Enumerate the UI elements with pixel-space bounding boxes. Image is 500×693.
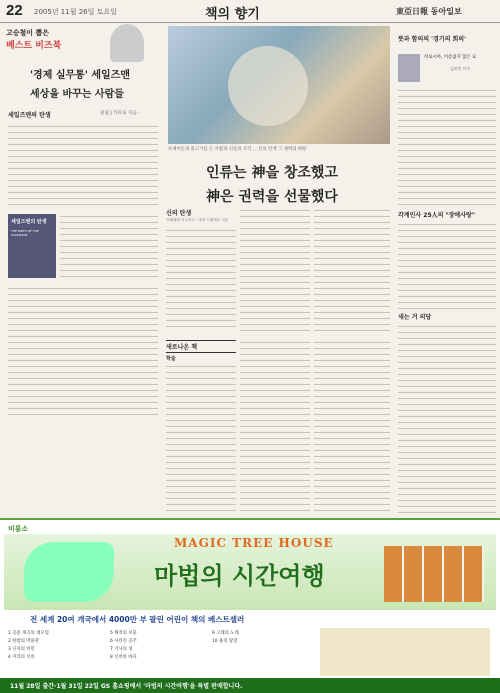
right-title-1: 뜻과 함의의 '경기의 회의' xyxy=(398,36,466,43)
ad-book-item: 2 한밤의 박물관 xyxy=(8,639,40,644)
book-cover-title: 세일즈맨의 탄생 xyxy=(11,219,47,225)
column-headline xyxy=(30,66,170,100)
page-header xyxy=(0,0,500,23)
ad-copy: 전 세계 20여 개국에서 4000만 부 팔린 어린이 책의 베스트셀러 xyxy=(30,615,245,624)
column-subtitle: 베스트 비즈북 xyxy=(6,41,62,51)
ad-book-item: 10 용의 탐험 xyxy=(212,639,238,644)
ad-book-item: 1 공룡 계곡의 대모험 xyxy=(8,631,49,636)
section-title: 책의 향기 xyxy=(205,7,260,22)
column-headline-line2: 세상을 바꾸는 사람들 xyxy=(30,89,124,100)
feature-headline xyxy=(206,162,386,206)
book-cover xyxy=(8,214,56,278)
right-name-tag: 김보민 미우 xyxy=(450,66,471,71)
columnist-photo xyxy=(110,24,144,62)
ad-book-covers xyxy=(384,546,484,602)
ad-book-item: 5 해적의 보물 xyxy=(110,631,137,636)
right-body-1 xyxy=(398,88,496,208)
ad-books-image xyxy=(320,628,490,676)
ad-title: 마법의 시간여행 xyxy=(154,562,325,590)
advertisement xyxy=(0,518,500,693)
feature-headline-line1: 인류는 神을 창조했고 xyxy=(206,165,338,181)
new-books-title: 새로나온 책 xyxy=(166,340,236,353)
right-book-cover xyxy=(398,54,420,82)
ad-book-item: 7 기사의 성 xyxy=(110,647,133,652)
new-books-list-3 xyxy=(314,340,390,514)
right-body-2 xyxy=(398,222,496,310)
ad-book-list xyxy=(8,630,308,676)
new-books-list-title: 학술 xyxy=(166,356,176,362)
column-headline-line1: '경제 실무통' 세일즈맨 xyxy=(30,70,131,81)
right-sidebar-book: 히로시마, 이름없지 않은 묘 xyxy=(424,55,477,60)
feature-subtitle: 신의 탄생 xyxy=(166,210,192,217)
ad-bottom-text: 11월 28일 출간·1월 31일 22일 GS 홈쇼핑에서 '마법의 시간여행'을 특별 판매합니다. xyxy=(10,683,243,690)
column-body-bottom xyxy=(8,286,158,416)
new-books-box xyxy=(166,340,236,362)
ad-book-item: 8 신비한 바다 xyxy=(110,655,137,660)
column-title: 고승철이 뽑은 xyxy=(6,29,50,37)
book-cover-subtitle: THE BIRTH OF THE SALESMAN xyxy=(11,229,39,237)
column-kicker: 세일즈맨의 탄생 xyxy=(8,112,51,119)
ad-banner xyxy=(4,534,496,610)
column-body-top xyxy=(8,124,158,210)
feature-headline-line2: 神은 권력을 선물했다 xyxy=(206,189,338,205)
ad-book-item: 4 미라의 신비 xyxy=(8,655,35,660)
ad-illustration xyxy=(24,542,114,602)
ad-publisher: 비룡소 xyxy=(8,525,29,533)
ad-book-item: 6 사라진 공주 xyxy=(110,639,137,644)
issue-date: 2005년 11월 26일 토요일 xyxy=(34,8,117,16)
column-byline: 필립 J 카파로 지음 · xyxy=(100,111,140,116)
ad-book-item: 9 고래의 노래 xyxy=(212,631,239,636)
feature-body-col2 xyxy=(240,208,310,332)
feature-sub-byline: 프레데릭 르누아르 · 마리 드뤼케르 지음 xyxy=(166,218,229,222)
new-books-list-2 xyxy=(240,340,310,514)
feature-photo xyxy=(168,26,390,144)
feature-body-col1 xyxy=(166,228,236,332)
photo-figure xyxy=(228,46,308,126)
column-body-side xyxy=(60,214,158,282)
newspaper-masthead: 東亞日報 동아일보 xyxy=(396,7,462,16)
page-number: 22 xyxy=(6,2,23,19)
right-body-3 xyxy=(398,324,496,514)
column-badge xyxy=(6,28,96,58)
feature-caption: 포세이돈과 물고기를 든 사람과 신들의 조각 ... 신의 탄생 그 권력의 바탕 xyxy=(168,147,307,152)
right-title-2: 각계인사 25人의 "장애사랑" xyxy=(398,212,475,219)
new-books-list xyxy=(166,364,236,514)
right-title-3: 새는 거 의당 xyxy=(398,314,432,321)
ad-book-item: 3 닌자의 비밀 xyxy=(8,647,35,652)
feature-body-col3 xyxy=(314,208,390,332)
ad-series-en: MAGIC TREE HOUSE xyxy=(174,536,334,550)
